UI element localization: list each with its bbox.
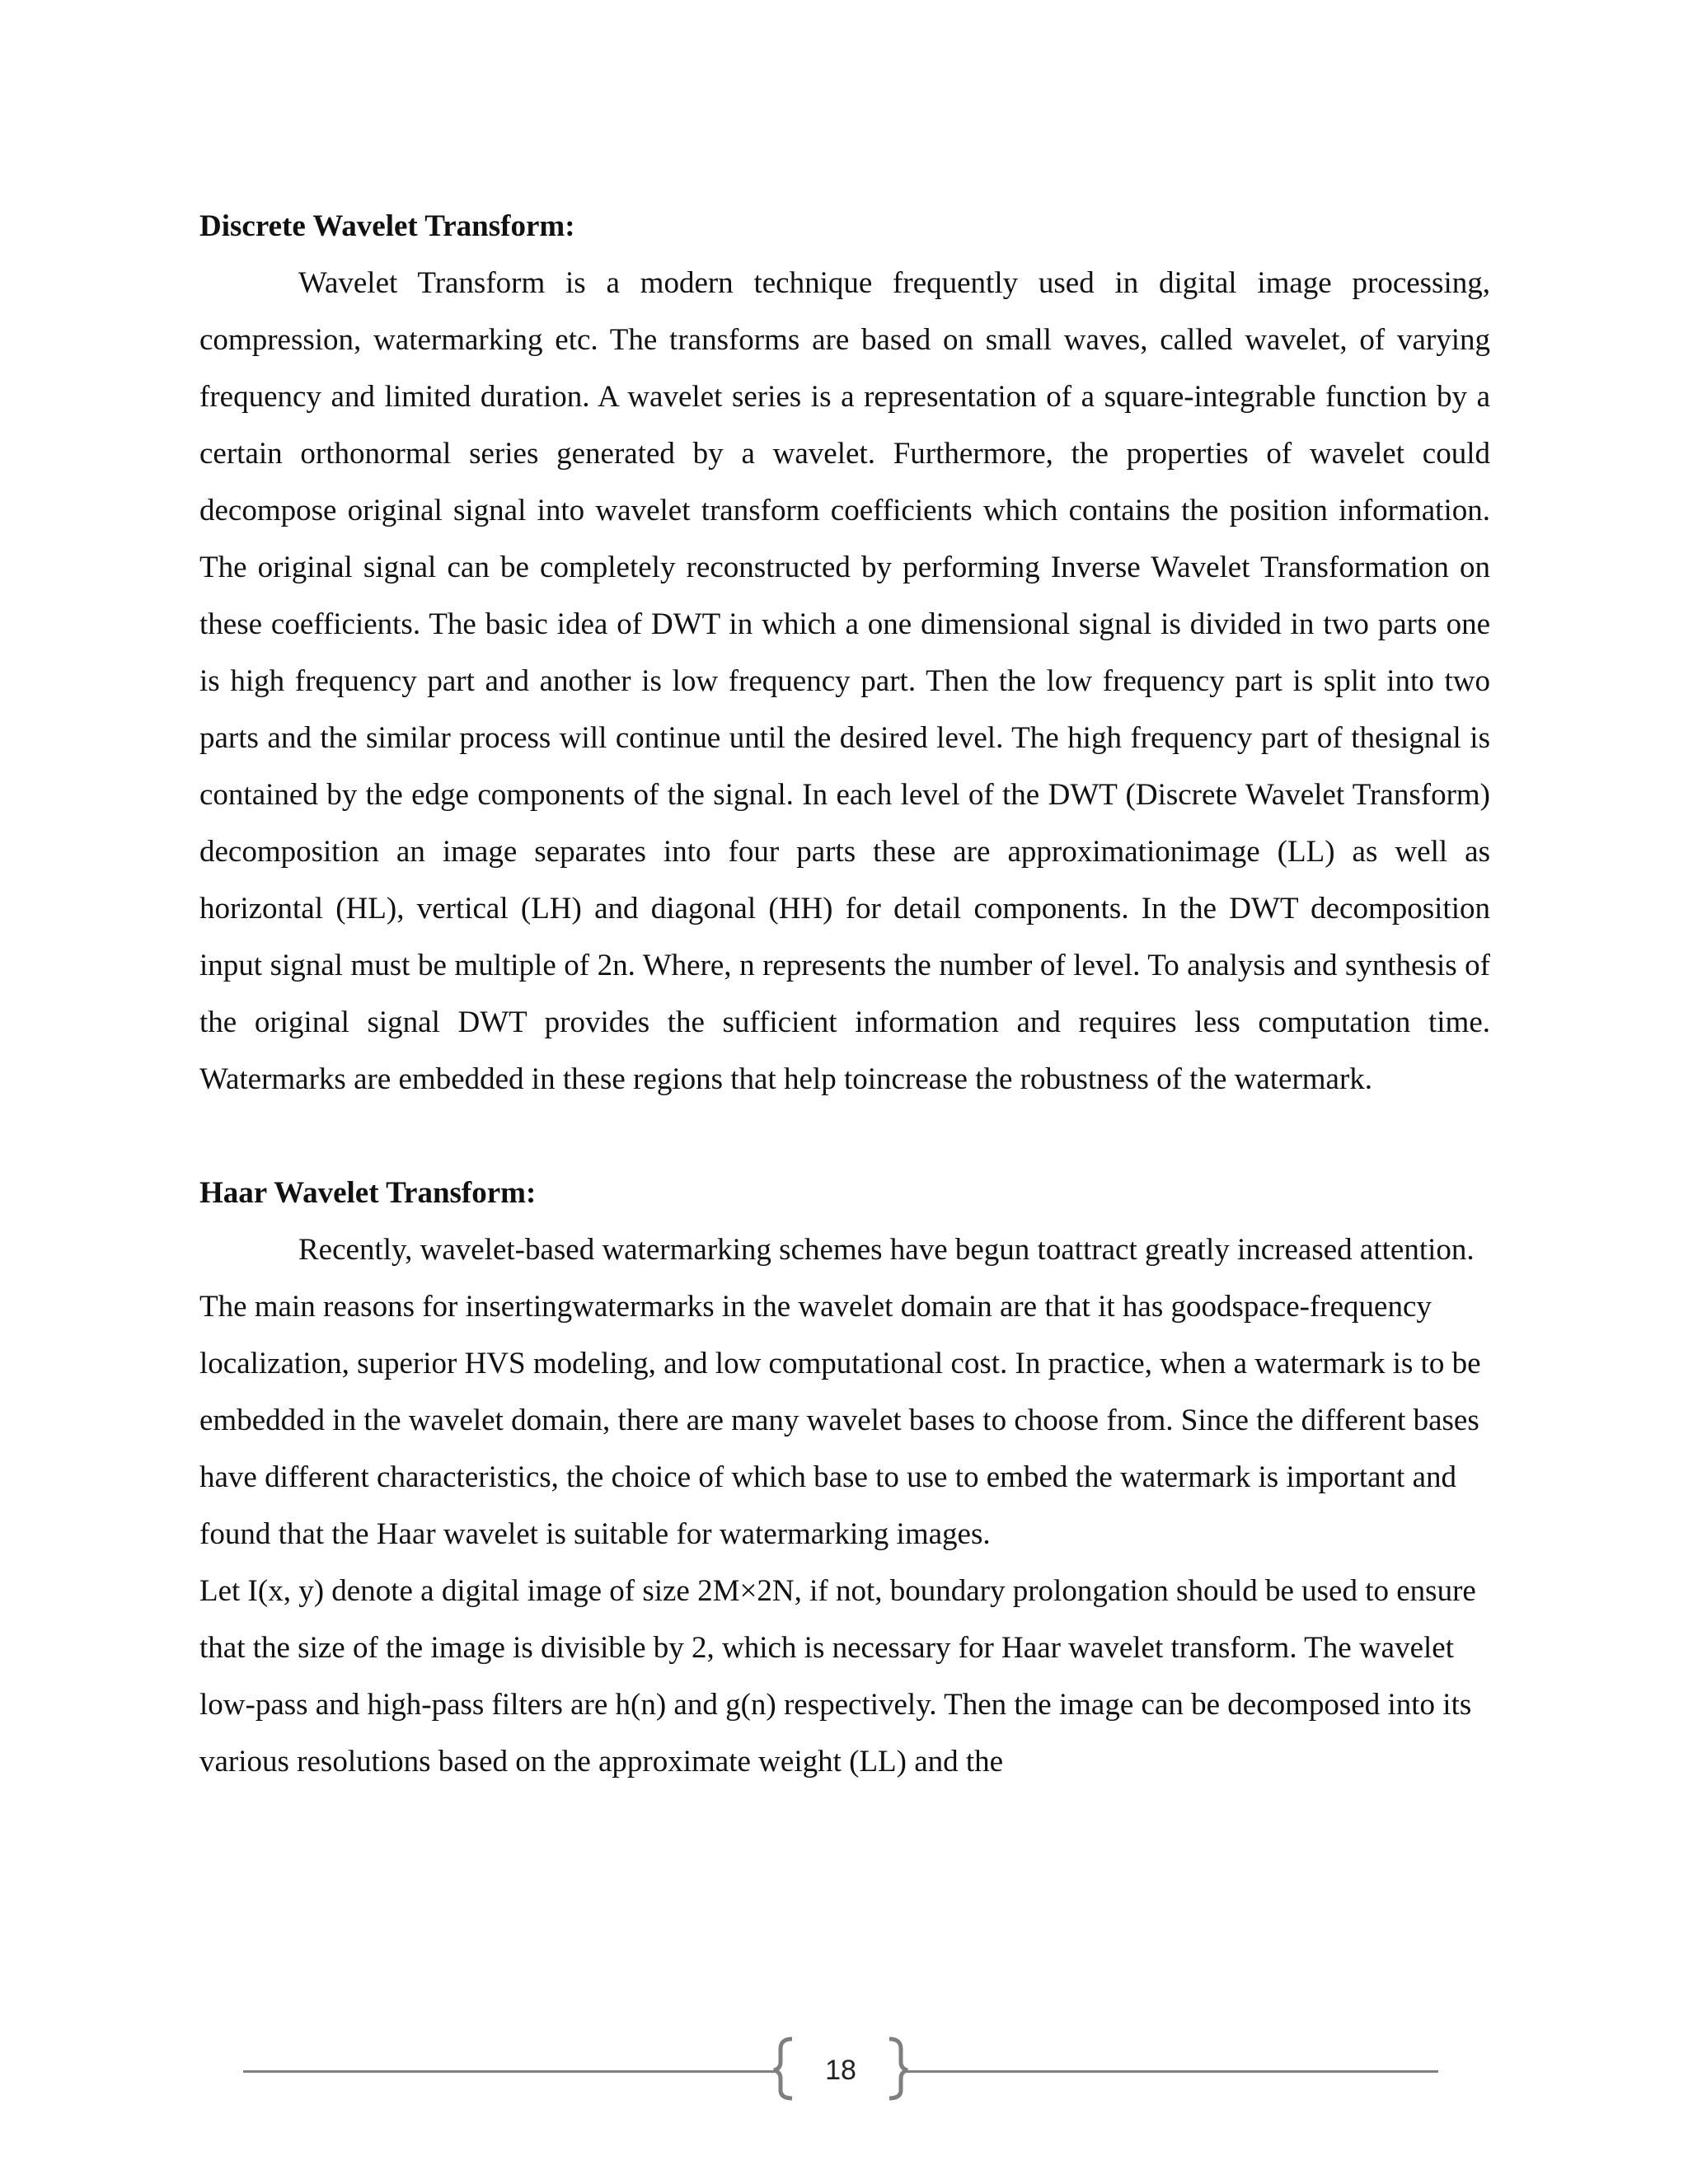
paragraph-dwt: Wavelet Transform is a modern technique frequently used in digital image processing, compression, watermarking etc. The transforms are based on small waves, called wavelet, of varying frequency and limited duration. A wavelet series is a representation of a square-integrable function by a certain orthonormal series generated by a wavelet. Furthermore, the properties of wavelet could decompose original signal into wavelet transform coefficients which contains the position information. The original signal can be completely reconstructed by performing Inverse Wavelet Transformation on these coefficients. The basic idea of DWT in which a one dimensional signal is divided in two parts one is high frequency part and another is low frequency part. Then the low frequency part is split into two parts and the similar process will continue until the desired level. The high frequency part of thesignal is contained by the edge components of the signal. In each level of the DWT (Discrete Wavelet Transform) decomposition an image separates into four parts these are approximationimage (LL) as well as horizontal (HL), vertical (LH) and diagonal (HH) for detail components. In the DWT decomposition input signal must be multiple of 2n. Where, n represents the number of level. To analysis and synthesis of the original signal DWT provides the sufficient information and requires less computation time. Watermarks are embedded in these regions that help toincrease the robustness of the watermark. <box>199 266 1490 1096</box>
section-spacer <box>199 1108 1490 1165</box>
footer-right-rule <box>903 2070 1438 2073</box>
footer-left-rule <box>243 2070 779 2073</box>
right-bracket-icon <box>886 2036 911 2102</box>
paragraph-haar-intro: Recently, wavelet-based watermarking schemes have begun toattract greatly increased attention. The main reasons for insertingwatermarks in the wavelet domain are that it has goodspace-frequency localization, superior HVS modeling, and low computational cost. In practice, when a watermark is to be embedded in the wavelet domain, there are many wavelet bases to choose from. Since the different bases have different characteristics, the choice of which base to use to embed the watermark is important and found that the Haar wavelet is suitable for watermarking images. <box>199 1233 1481 1551</box>
section-heading-haar: Haar Wavelet Transform: <box>199 1176 537 1210</box>
section-heading-dwt: Discrete Wavelet Transform: <box>199 209 575 243</box>
paragraph-haar-image: Let I(x, y) denote a digital image of size 2M×2N, if not, boundary prolongation should be used to ensure that the size of the image is divisible by 2, which is necessary for Haar wavelet transform. The wavelet low-pass and high-pass filters are h(n) and g(n) respectively. Then the image can be decomposed into its various resolutions based on the approximate weight (LL) and the <box>199 1574 1476 1779</box>
page-number: 18 <box>825 2055 856 2086</box>
page-footer <box>243 2036 1438 2102</box>
page-content <box>199 198 1490 1790</box>
